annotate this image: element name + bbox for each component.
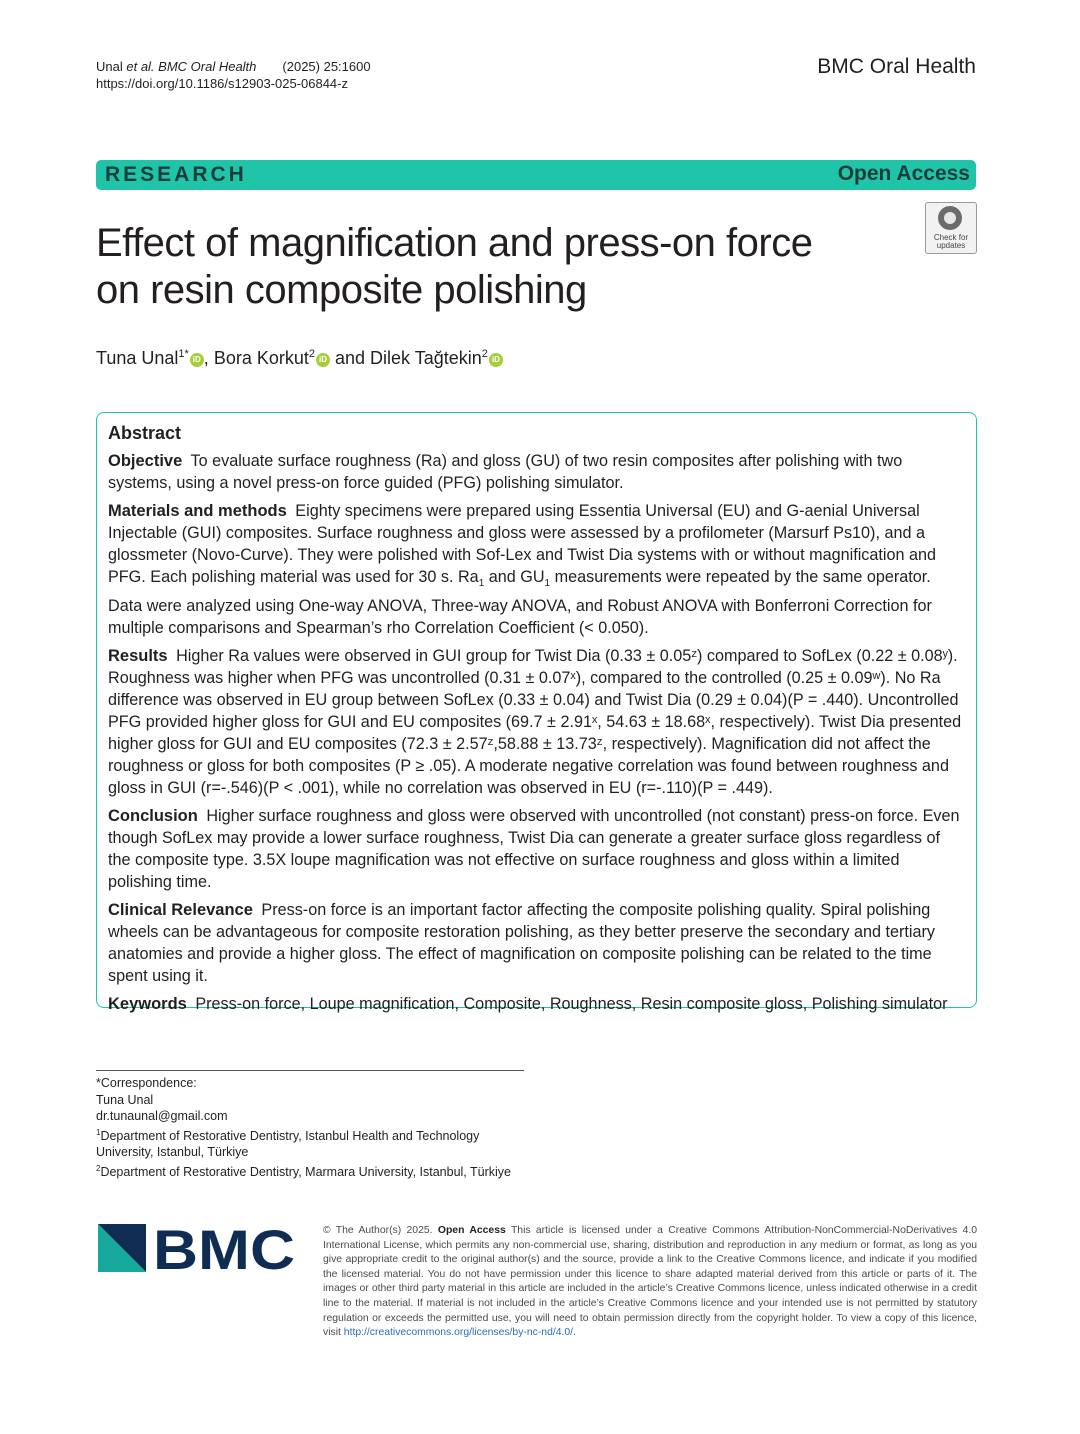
orcid-icon[interactable]: iD — [316, 353, 330, 367]
citation-volume: (2025) 25:1600 — [282, 59, 371, 74]
check-updates-line1: Check for — [933, 233, 969, 242]
author-name[interactable]: Tuna Unal — [96, 348, 179, 368]
correspondence-block — [96, 1075, 526, 1180]
affiliation-2 — [96, 1161, 526, 1181]
abstract-methods — [108, 500, 965, 639]
license-text — [323, 1224, 977, 1341]
affiliation-text: Department of Restorative Dentistry, Marmara University, Istanbul, Türkiye — [100, 1164, 512, 1179]
author-name[interactable]: Dilek Tağtekin — [370, 348, 482, 368]
title-line-1: Effect of magnification and press-on force — [96, 221, 813, 265]
abstract-heading: Abstract — [108, 423, 182, 443]
correspondence-label: *Correspondence: — [96, 1076, 197, 1090]
abstract-results — [108, 645, 965, 799]
author-list — [96, 348, 503, 369]
license-end: . — [573, 1327, 576, 1339]
author-name[interactable]: Bora Korkut — [213, 348, 309, 368]
doi-link[interactable]: https://doi.org/10.1186/s12903-025-06844-z — [96, 76, 348, 91]
objective-text: To evaluate surface roughness (Ra) and gloss (GU) of two resin composites after polishing with two systems, using a novel press-on force guided (PFG) polishing simulator. — [108, 452, 903, 492]
author-affiliation-sup: 2 — [481, 348, 488, 360]
check-for-updates-badge[interactable] — [925, 202, 977, 254]
affiliation-sup: 2 — [96, 1163, 101, 1173]
affiliation-sup: 1 — [96, 1127, 101, 1137]
conclusion-text: Higher surface roughness and gloss were observed with uncontrolled (not constant) press-on force. Even though SofLex may provide a lower surface roughness, Twist Dia can generate a greater surface gloss regardless of the composite type. 3.5X loupe magnification was not effective on surface roughness and gloss within a limited polishing time. — [108, 807, 960, 892]
abstract-box — [96, 412, 977, 1014]
citation-line — [96, 58, 371, 75]
license-link[interactable]: http://creativecommons.org/licenses/by-nc-nd/4.0/ — [343, 1327, 574, 1339]
conclusion-label: Conclusion — [108, 807, 198, 826]
methods-text: measurements were repeated by the same operator. Data were analyzed using One-way ANOVA, Three-way ANOVA, and Robust ANOVA with Bonferroni Correction for multiple comparisons and Spearman’s rho Correlation Coefficient (< 0.050). — [108, 568, 932, 638]
clinical-relevance-text: Press-on force is an important factor affecting the composite polishing quality. Spiral polishing wheels can be advantageous for composite restoration polishing, as they better preserve the secondary and tertiary anatomies and provide a higher gloss. The effect of magnification on composite polishing can be related to the time spent using it. — [108, 901, 935, 986]
orcid-icon[interactable]: iD — [489, 353, 503, 367]
correspondence-email[interactable]: dr.tunaunal@gmail.com — [96, 1109, 228, 1123]
correspondence-name: Tuna Unal — [96, 1092, 154, 1107]
author-separator: and — [329, 348, 371, 368]
author-separator: , — [203, 348, 214, 368]
article-type-banner — [96, 160, 976, 190]
clinical-relevance-label: Clinical Relevance — [108, 901, 253, 920]
license-body: This article is licensed under a Creative Commons Attribution-NonCommercial-NoDerivatives 4.0 International License, which permits any non-commercial use, sharing, distribution and reproduction in any medium or format, as long as you give appropriate credit to the original author(s) and the source, provide a link to the Creative Commons licence, and indicate if you modified the licensed material. You do not have permission under this licence to share adapted material derived from this article or parts of it. The images or other third party material in this article are included in the article’s Creative Commons licence, unless indicated otherwise in a credit line to the material. If material is not included in the article’s Creative Commons licence and your intended use is not permitted by statutory regulation or exceeds the permitted use, you will need to obtain permission directly from the copyright holder. To view a copy of this licence, visit — [323, 1225, 978, 1339]
methods-text: and GU — [484, 568, 545, 586]
abstract-objective — [108, 450, 965, 494]
abstract-clinical-relevance — [108, 899, 965, 987]
keywords-text: Press-on force, Loupe magnification, Composite, Roughness, Resin composite gloss, Polishing simulator — [195, 995, 948, 1014]
article-type-label: RESEARCH — [105, 163, 247, 186]
methods-label: Materials and methods — [108, 502, 287, 520]
orcid-icon[interactable]: iD — [190, 353, 204, 367]
keywords-label: Keywords — [108, 995, 187, 1014]
check-updates-line2: updates — [936, 241, 966, 250]
objective-label: Objective — [108, 452, 183, 470]
results-label: Results — [108, 647, 168, 666]
check-updates-icon — [938, 206, 962, 230]
author-affiliation-sup: 2 — [308, 348, 315, 360]
abstract-conclusion — [108, 805, 965, 893]
abstract-keywords — [108, 993, 965, 1015]
title-line-2: on resin composite polishing — [96, 268, 587, 312]
author-affiliation-sup: 1* — [178, 348, 189, 360]
results-text: Higher Ra values were observed in GUI group for Twist Dia (0.33 ± 0.05ᶻ) compared to SofLex (0.22 ± 0.08ʸ). Roughness was higher when PFG was uncontrolled (0.31 ± 0.07ˣ), compared to the controlled (0.25 ± 0.09ʷ). No Ra difference was observed in EU group between SofLex (0.33 ± 0.04) and Twist Dia (0.29 ± 0.04)(P = .440). Uncontrolled PFG provided higher gloss for GUI and EU composites (69.7 ± 2.91ˣ, 54.63 ± 18.68ˣ, respectively). Twist Dia presented higher gloss for GUI and EU composites (72.3 ± 2.57ᶻ,58.88 ± 13.73ᶻ, respectively). Magnification did not affect the roughness or gloss for both composites (P ≥ .05). A moderate negative correlation was found between roughness and gloss in GUI (r=-.546)(P < .001), while no correlation was observed in EU (r=-.110)(P = .449). — [108, 647, 962, 798]
running-header — [96, 58, 371, 92]
affiliation-1 — [96, 1125, 526, 1161]
open-access-label: Open Access — [837, 162, 970, 185]
footnote-divider — [96, 1070, 524, 1071]
affiliation-text: Department of Restorative Dentistry, Istanbul Health and Technology University, Istanbul, Türkiye — [96, 1128, 480, 1160]
methods-subscript: 1 — [478, 578, 485, 590]
methods-text: Eighty specimens were prepared using Essentia Universal (EU) and G-aenial Universal Injectable (GUI) composites. Surface roughness and gloss were assessed by a profilometer (Marsurf Ps10), and a glossmeter (Novo-Curve). They were polished with Sof-Lex and Twist Dia systems with or without magnification and PFG. Each polishing material was used for 30 s. Ra — [108, 502, 937, 586]
citation-authors: Unal — [96, 59, 127, 74]
bmc-logo-text: BMC — [153, 1222, 295, 1274]
license-open-access: Open Access — [437, 1225, 506, 1236]
citation-journal: et al. BMC Oral Health — [126, 59, 257, 74]
copyright: © The Author(s) 2025. — [323, 1225, 433, 1236]
article-title — [96, 220, 916, 314]
bmc-logo — [98, 1222, 296, 1274]
methods-subscript: 1 — [544, 578, 551, 590]
journal-name: BMC Oral Health — [817, 55, 976, 78]
